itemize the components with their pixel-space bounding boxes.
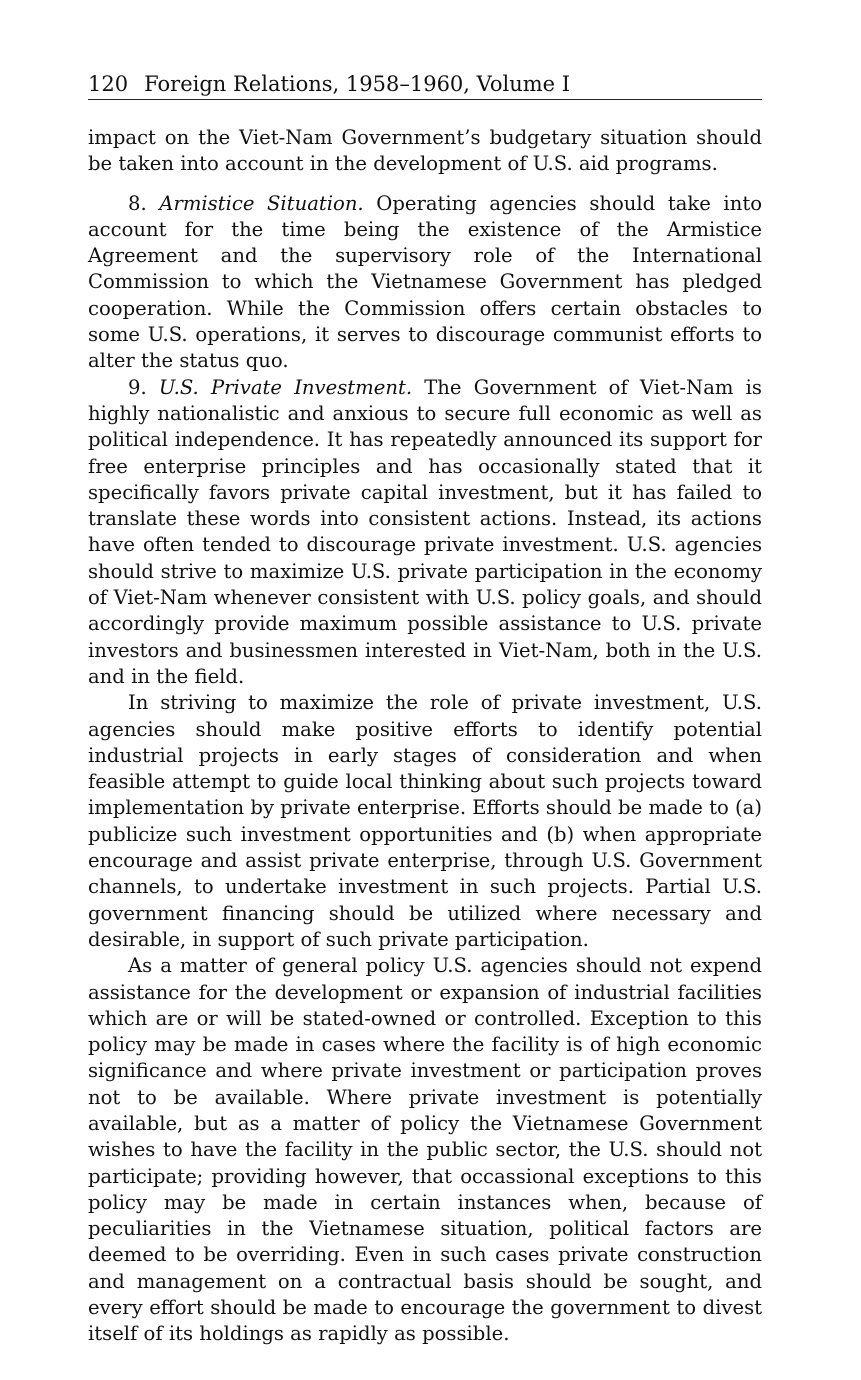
paragraph-text: As a matter of general policy U.S. agencies should not expend assistance for the development or expansion of industrial facilities which are or will be stated-owned or controlled. Exception to this policy may be made in cases where the facility is of high economic significance and where private investment or participation proves not to be available. Where private investment is potentially available, but as a matter of policy the Vietnamese Government wishes to have the facility in the public sector, the U.S. should not participate; providing however, that occassional exceptions to this policy may be made in certain instances when, because of peculiarities in the Vietnamese situation, political factors are deemed to be overriding. Even in such cases private construction and management on a contractual basis should be sought, and every effort should be made to encourage the government to divest itself of its holdings as rapidly as possible. (88, 954, 762, 1346)
paragraph-number: 8. (128, 191, 147, 215)
section-title: Armistice Situation. (159, 191, 364, 215)
paragraph-armistice-situation (88, 191, 762, 375)
body-text (88, 125, 762, 1348)
paragraph-general-policy (88, 953, 762, 1347)
paragraph-maximize-private-role (88, 690, 762, 953)
running-title: Foreign Relations, 1958–1960, Volume I (144, 72, 571, 96)
page-number: 120 (88, 72, 129, 96)
paragraph-text: Operating agencies should take into account for the time being the existence of the Armistice Agreement and the supervisory role of the International Commission to which the Vietnamese Government has pledged cooperation. While the Commission offers certain obstacles to some U.S. operations, it serves to discourage communist efforts to alter the status quo. (88, 191, 762, 373)
paragraph-text: The Government of Viet-Nam is highly nationalistic and anxious to secure full economic as well as political independence. It has repeatedly announced its support for free enterprise principles and has occasionally stated that it specifically favors private capital investment, but it has failed to translate these words into consistent actions. Instead, its actions have often tended to discourage private investment. U.S. agencies should strive to maximize U.S. private participation in the economy of Viet-Nam whenever consistent with U.S. policy goals, and should accordingly provide maximum possible assistance to U.S. private investors and businessmen interested in Viet-Nam, both in the U.S. and in the field. (88, 375, 762, 688)
paragraph-private-investment (88, 375, 762, 691)
section-title: U.S. Private Investment. (158, 375, 413, 399)
paragraph-text: impact on the Viet-Nam Government’s budgetary situation should be taken into account in the development of U.S. aid programs. (88, 126, 762, 176)
document-page (88, 70, 762, 1348)
paragraph-number: 9. (128, 375, 147, 399)
running-header (88, 70, 762, 100)
paragraph-continuation (88, 125, 762, 178)
paragraph-text: In striving to maximize the role of private investment, U.S. agencies should make positive efforts to identify potential industrial projects in early stages of consideration and when feasible attempt to guide local thinking about such projects toward implementation by private enterprise. Efforts should be made to (a) publicize such investment opportunities and (b) when appropriate encourage and assist private enterprise, through U.S. Government channels, to undertake investment in such projects. Partial U.S. government financing should be utilized where necessary and desirable, in support of such private participation. (88, 691, 762, 951)
